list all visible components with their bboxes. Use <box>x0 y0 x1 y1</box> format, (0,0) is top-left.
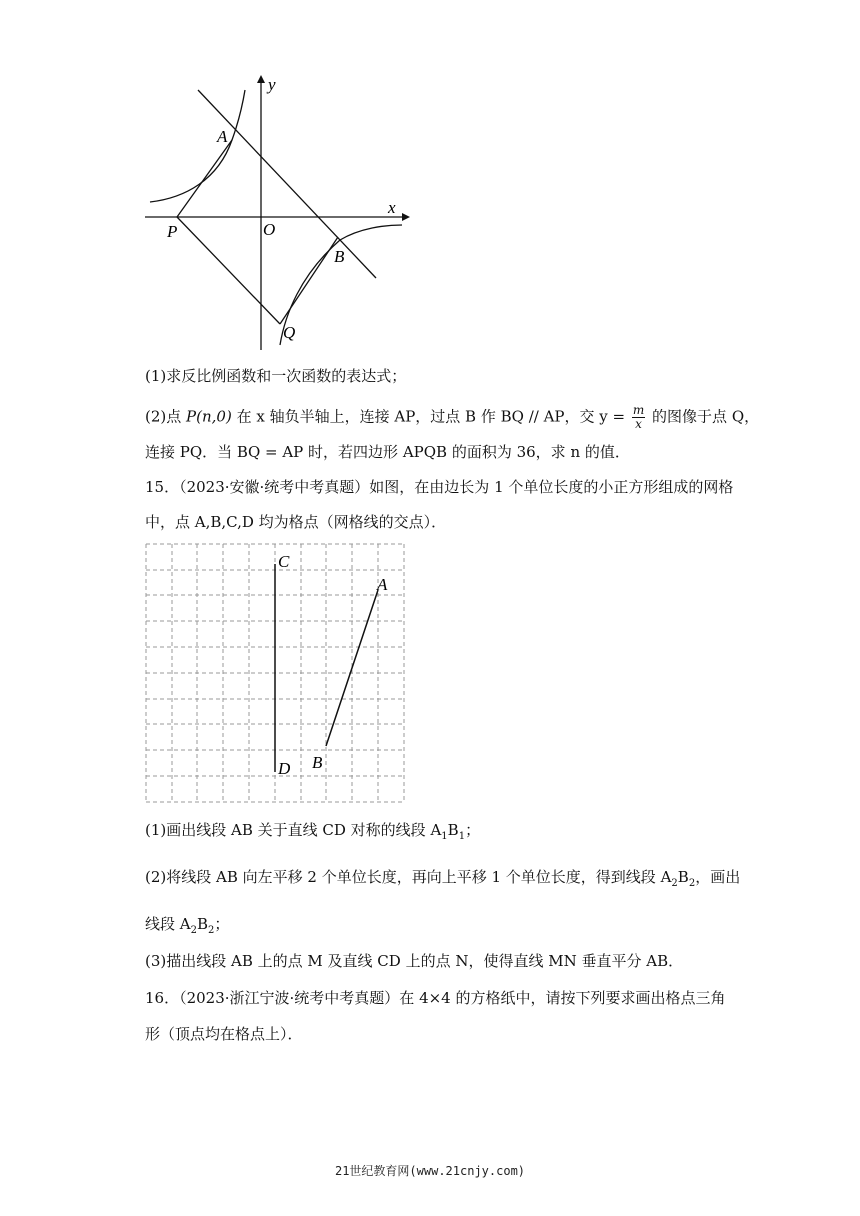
fraction-numerator: m <box>632 403 645 417</box>
q15-part2-text: (2)将线段 AB 向左平移 2 个单位长度，再向上平移 1 个单位长度，得到线段 A <box>145 868 672 886</box>
q15-part3: (3)描出线段 AB 上的点 M 及直线 CD 上的点 N，使得直线 MN 垂直平分 AB． <box>145 952 684 970</box>
subscript: 1 <box>458 831 466 842</box>
q14-part2-b: 在 x 轴负半轴上，连接 AP，过点 B 作 BQ // AP，交 y = <box>236 407 626 426</box>
coordinate-figure <box>140 70 420 355</box>
q15-part2-line2-b: B <box>196 915 209 933</box>
grid-figure <box>140 538 410 808</box>
label-P: P <box>167 222 178 241</box>
hyperbola-upper-left <box>150 90 245 202</box>
label-A: A <box>377 575 388 594</box>
q15-part1-end: ； <box>465 821 481 839</box>
q14-point-P: P(n,0) <box>186 407 232 426</box>
q15-header-line1: 15．（2023·安徽·统考中考真题）如图，在由边长为 1 个单位长度的小正方形组成的网格 <box>145 478 734 496</box>
q15-part2-line2 <box>145 914 229 941</box>
q15-part1-b: B <box>447 821 459 839</box>
q15-part2-end: ，画出 <box>695 868 741 886</box>
y-axis-arrow <box>257 75 265 83</box>
linear-function-line <box>198 90 376 278</box>
q15-part1 <box>145 820 480 847</box>
page-footer: 21世纪教育网(www.21cnjy.com) <box>334 1164 526 1178</box>
label-x: x <box>388 198 396 217</box>
q14-part2 <box>145 404 759 431</box>
q14-part1: (1)求反比例函数和一次函数的表达式； <box>145 367 407 385</box>
q15-part1-text: (1)画出线段 AB 关于直线 CD 对称的线段 A <box>145 821 442 839</box>
subscript: 2 <box>208 925 215 936</box>
x-axis-arrow <box>402 213 410 221</box>
q15-part2-line1 <box>145 867 740 894</box>
label-A: A <box>217 127 228 146</box>
segment-QB <box>280 237 338 324</box>
label-B: B <box>312 753 323 772</box>
label-C: C <box>278 552 290 571</box>
q16-line1: 16．（2023·浙江宁波·统考中考真题）在 4×4 的方格纸中，请按下列要求画出格点三角 <box>145 989 726 1007</box>
q15-header-line2: 中，点 A,B,C,D 均为格点（网格线的交点）． <box>145 513 447 531</box>
label-Q: Q <box>283 323 296 342</box>
fraction-denominator: x <box>635 417 642 431</box>
label-B: B <box>334 247 345 266</box>
q15-part2-b: B <box>677 868 689 886</box>
q14-part2-line2: 连接 PQ．当 BQ = AP 时，若四边形 APQB 的面积为 36，求 n 的值． <box>145 443 630 461</box>
label-O: O <box>263 220 276 239</box>
subscript: 2 <box>190 925 197 936</box>
q15-part2-line2-text: 线段 A <box>145 915 191 933</box>
label-D: D <box>278 759 291 778</box>
q15-part2-line2-end: ； <box>214 915 230 933</box>
segment-AP <box>177 140 232 217</box>
label-y: y <box>268 75 276 94</box>
subscript: 2 <box>671 878 678 889</box>
q16-line2: 形（顶点均在格点上）． <box>145 1025 303 1043</box>
subscript: 1 <box>441 831 448 842</box>
fraction-m-over-x <box>632 404 645 431</box>
hyperbola-lower-right <box>280 225 402 345</box>
q14-part2-a: (2)点 <box>145 407 182 426</box>
subscript: 2 <box>688 878 696 889</box>
q14-part2-c: 的图像于点 Q， <box>652 407 760 426</box>
